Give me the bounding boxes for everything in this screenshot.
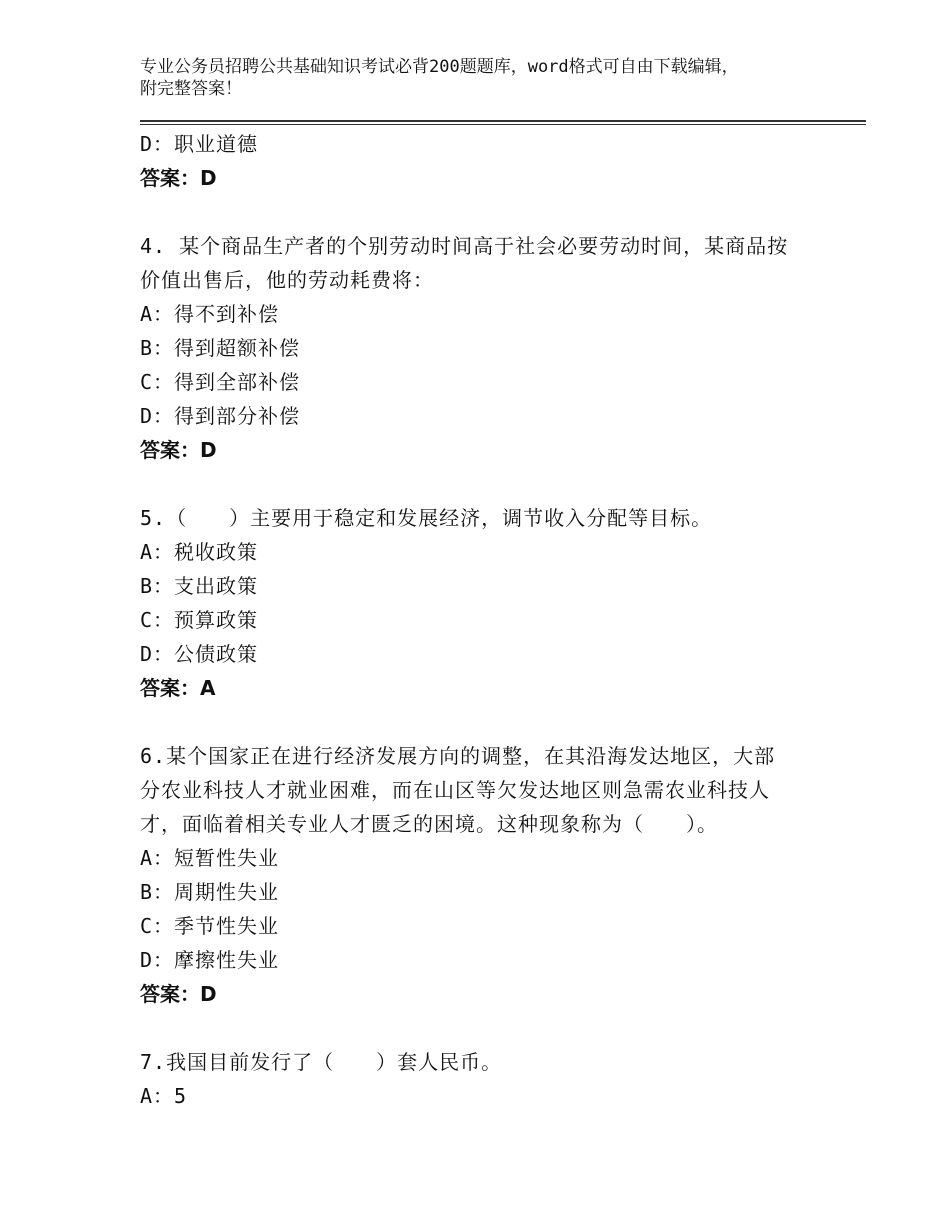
- question-line: 分农业科技人才就业困难，而在山区等欠发达地区则急需农业科技人: [140, 778, 770, 802]
- question-line: 价值出售后，他的劳动耗费将：: [140, 268, 434, 292]
- answer-line: 答案：D: [140, 438, 217, 462]
- answer-line: 答案：D: [140, 982, 217, 1006]
- question-line: A：短暂性失业: [140, 846, 280, 870]
- question-line: B：支出政策: [140, 574, 259, 598]
- question-line: B：周期性失业: [140, 880, 280, 904]
- question-line: B：得到超额补偿: [140, 336, 301, 360]
- answer-line: 答案：D: [140, 166, 217, 190]
- question-line: 5.（ ）主要用于稳定和发展经济，调节收入分配等目标。: [140, 506, 713, 530]
- question-line: D：职业道德: [140, 132, 259, 156]
- question-line: A：5: [140, 1084, 188, 1108]
- question-line: D：得到部分补偿: [140, 404, 301, 428]
- question-line: 4. 某个商品生产者的个别劳动时间高于社会必要劳动时间，某商品按: [140, 234, 789, 258]
- question-line: C：得到全部补偿: [140, 370, 301, 394]
- question-line: A：税收政策: [140, 540, 259, 564]
- question-spacer: [140, 195, 830, 229]
- question-line: 6.某个国家正在进行经济发展方向的调整，在其沿海发达地区，大部: [140, 744, 776, 768]
- question-line: C：季节性失业: [140, 914, 280, 938]
- question-spacer: [140, 1011, 830, 1045]
- question-line: D：公债政策: [140, 642, 259, 666]
- question-spacer: [140, 705, 830, 739]
- answer-line: 答案：A: [140, 676, 216, 700]
- question-line: 才，面临着相关专业人才匮乏的困境。这种现象称为（ ）。: [140, 812, 718, 836]
- question-line: C：预算政策: [140, 608, 259, 632]
- question-line: D：摩擦性失业: [140, 948, 280, 972]
- document-header: 专业公务员招聘公共基础知识考试必背200题题库，word格式可自由下载编辑， 附完整答案！: [140, 57, 739, 99]
- header-rule-thin: [140, 124, 866, 125]
- header-rule-thick: [140, 120, 866, 122]
- question-line: 7.我国目前发行了（ ）套人民币。: [140, 1050, 503, 1074]
- question-spacer: [140, 467, 830, 501]
- question-line: A：得不到补偿: [140, 302, 280, 326]
- question-list: [140, 127, 830, 1113]
